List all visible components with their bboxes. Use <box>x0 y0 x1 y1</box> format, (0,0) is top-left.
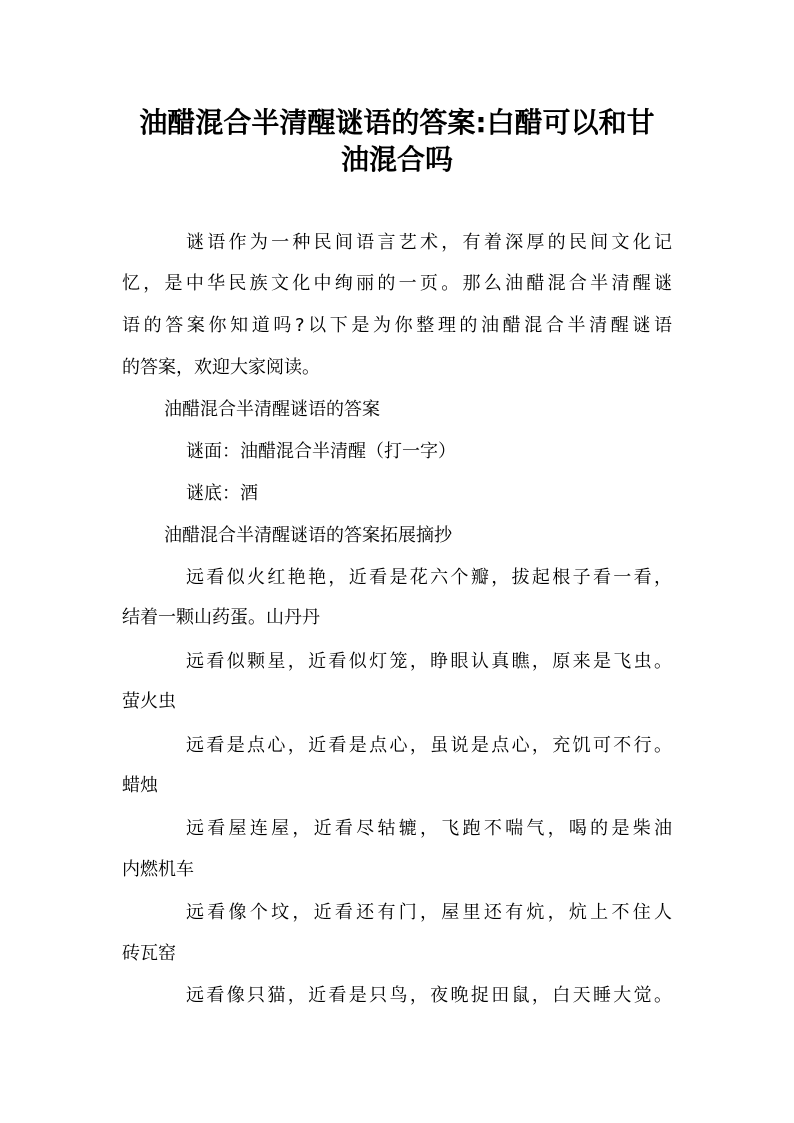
document-title-line-2: 油混合吗 <box>340 143 453 176</box>
riddle-1-line-1: 远看似火红艳艳，近看是花六个瓣，拔起根子看一看， <box>186 567 672 588</box>
riddle-4-line-2: 内燃机车 <box>122 859 194 880</box>
riddle-answer: 谜底：酒 <box>186 483 258 504</box>
intro-line-3: 语的答案你知道吗?以下是为你整理的油醋混合半清醒谜语 <box>122 315 672 336</box>
riddle-3-line-1: 远看是点心，近看是点心，虽说是点心，充饥可不行。 <box>186 735 672 756</box>
intro-line-1: 谜语作为一种民间语言艺术，有着深厚的民间文化记 <box>186 232 672 253</box>
intro-line-4: 的答案，欢迎大家阅读。 <box>122 357 320 378</box>
section-heading-extended: 油醋混合半清醒谜语的答案拓展摘抄 <box>164 525 452 546</box>
riddle-6-line-1: 远看像只猫，近看是只鸟，夜晚捉田鼠，白天睡大觉。 <box>186 985 672 1006</box>
document-title-line-1: 油醋混合半清醒谜语的答案:白醋可以和甘 <box>139 106 655 139</box>
riddle-2-line-1: 远看似颗星，近看似灯笼，睁眼认真瞧，原来是飞虫。 <box>186 651 672 672</box>
riddle-5-line-1: 远看像个坟，近看还有门，屋里还有炕，炕上不住人 <box>186 902 672 923</box>
riddle-4-line-1: 远看屋连屋，近看尽轱辘，飞跑不喘气，喝的是柴油 <box>186 818 672 839</box>
riddle-5-line-2: 砖瓦窑 <box>122 943 176 964</box>
riddle-3-line-2: 蜡烛 <box>122 775 158 796</box>
riddle-2-line-2: 萤火虫 <box>122 691 176 712</box>
intro-line-2: 忆，是中华民族文化中绚丽的一页。那么油醋混合半清醒谜 <box>122 273 672 294</box>
riddle-face: 谜面：油醋混合半清醒（打一字） <box>186 441 456 462</box>
section-heading-answer: 油醋混合半清醒谜语的答案 <box>164 399 380 420</box>
riddle-1-line-2: 结着一颗山药蛋。山丹丹 <box>122 607 320 628</box>
